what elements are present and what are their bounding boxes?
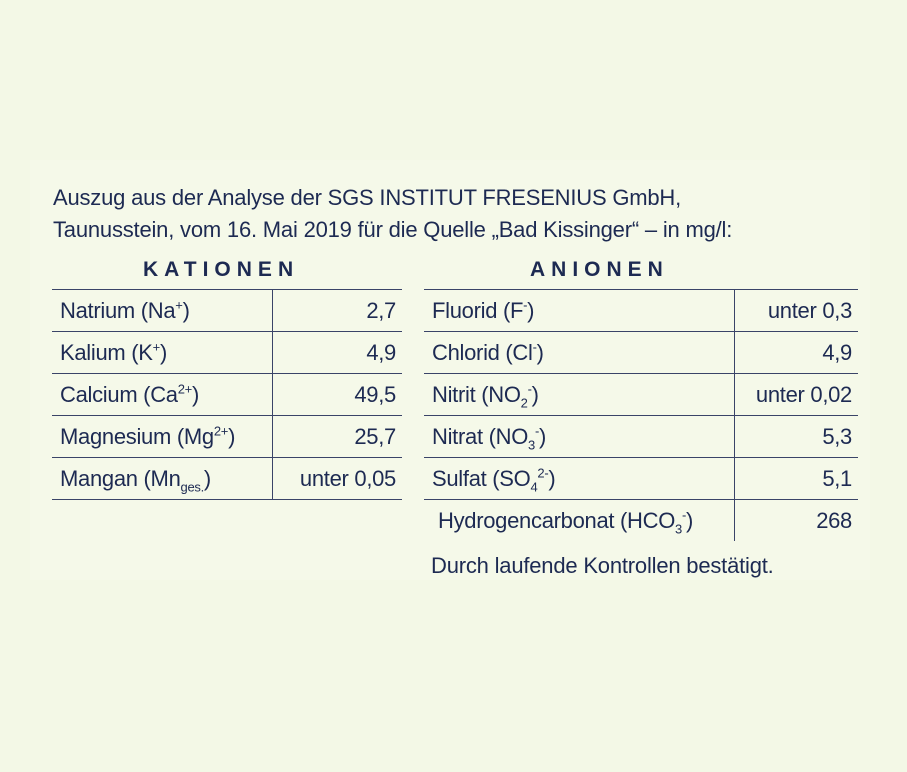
ion-value: unter 0,3 bbox=[735, 290, 859, 332]
table-row bbox=[424, 332, 858, 374]
ion-name: Nitrit $(NO_2^-)$ bbox=[432, 381, 539, 410]
ion-value: unter 0,05 bbox=[273, 458, 403, 500]
ion-name: Magnesium $(Mg^{2+})$ bbox=[60, 423, 236, 449]
ion-name: Natrium (Na+) bbox=[60, 297, 190, 323]
table-row bbox=[424, 374, 858, 416]
kationen-table bbox=[52, 289, 402, 500]
table-row bbox=[52, 290, 402, 332]
ion-name: Chlorid (Cl-) bbox=[432, 339, 544, 365]
anionen-table bbox=[424, 289, 858, 541]
ion-value: 5,1 bbox=[735, 458, 859, 500]
table-row bbox=[424, 500, 858, 542]
anionen-heading: ANIONEN bbox=[530, 258, 669, 281]
ion-value: 4,9 bbox=[273, 332, 403, 374]
analysis-intro bbox=[53, 182, 873, 246]
ion-value: 5,3 bbox=[735, 416, 859, 458]
table-row bbox=[424, 290, 858, 332]
ion-name: Sulfat $(SO_4^{2-})$ bbox=[432, 465, 556, 494]
ion-value: 2,7 bbox=[273, 290, 403, 332]
table-row bbox=[424, 458, 858, 500]
table-row bbox=[52, 332, 402, 374]
footnote: Durch laufende Kontrollen bestätigt. bbox=[431, 553, 774, 578]
ion-name: Hydrogencarbonat $(HCO_3^-)$ bbox=[438, 507, 694, 536]
kationen-heading: KATIONEN bbox=[143, 258, 300, 281]
table-row bbox=[52, 458, 402, 500]
ion-value: unter 0,02 bbox=[735, 374, 859, 416]
intro-line-1: Auszug aus der Analyse der SGS INSTITUT FRESENIUS GmbH, bbox=[53, 185, 682, 210]
ion-name: Mangan $(Mn_{ges.})$ bbox=[60, 465, 211, 494]
ion-value: 4,9 bbox=[735, 332, 859, 374]
ion-value: 25,7 bbox=[273, 416, 403, 458]
ion-value: 268 bbox=[735, 500, 859, 542]
table-row bbox=[52, 374, 402, 416]
ion-name: Nitrat $(NO_3^-)$ bbox=[432, 423, 547, 452]
table-row bbox=[424, 416, 858, 458]
ion-value: 49,5 bbox=[273, 374, 403, 416]
intro-line-2: Taunusstein, vom 16. Mai 2019 für die Quelle „Bad Kissinger“ – in mg/l: bbox=[53, 217, 733, 242]
ion-name: Fluorid (F-) bbox=[432, 297, 535, 323]
ion-name: Calcium $(Ca^{2+})$ bbox=[60, 381, 199, 407]
table-row bbox=[52, 416, 402, 458]
ion-name: Kalium (K+) bbox=[60, 339, 167, 365]
